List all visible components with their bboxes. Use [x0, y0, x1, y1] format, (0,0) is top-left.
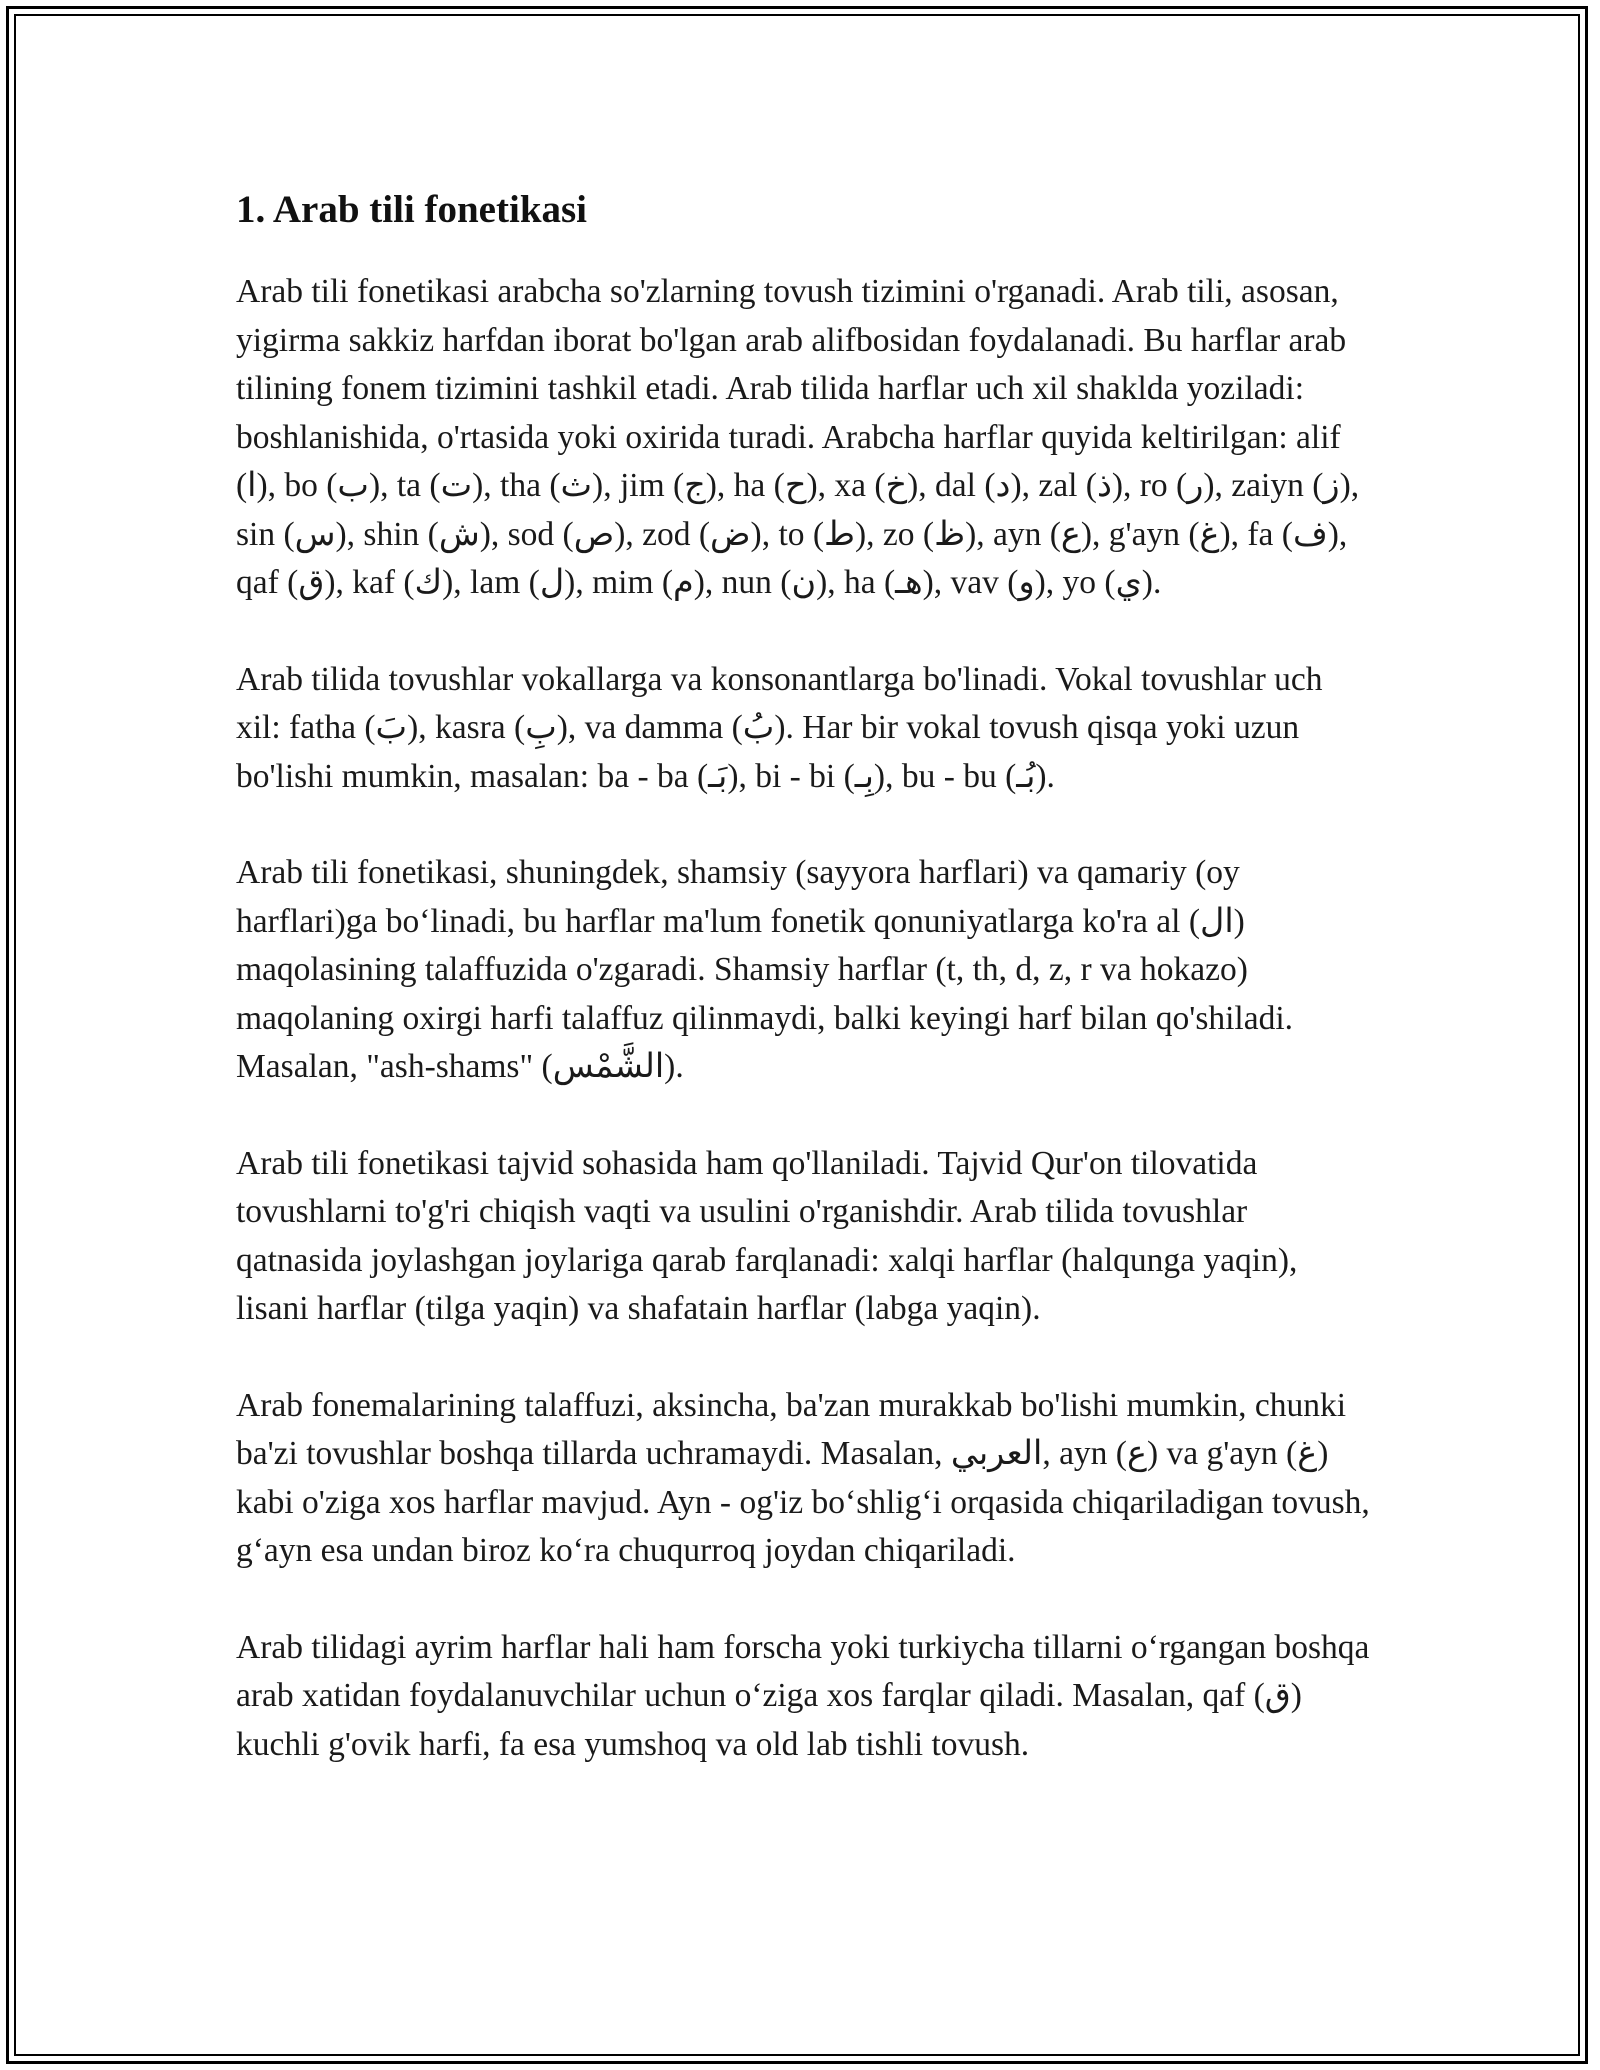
section-heading: 1. Arab tili fonetikasi: [236, 188, 588, 231]
paragraph-pronunciation: Arab fonemalarining talaffuzi, aksincha, ba'zan murakkab bo'lishi mumkin, chunki ba'zi tovushlar boshqa tillarda uchramaydi. Masalan, العربي, ayn (ع) va g'ayn (غ) kabi o'ziga xos harflar mavjud. Ayn - og'iz bo‘shlig‘i orqasida chiqariladigan tovush, g‘ayn esa undan biroz ko‘ra chuqurroq joydan chiqariladi.: [236, 1386, 1370, 1569]
paragraph-alphabet: Arab tili fonetikasi arabcha so'zlarning tovush tizimini o'rganadi. Arab tili, asosan, yigirma sakkiz harfdan iborat bo'lgan arab alifbosidan foydalanadi. Bu harflar arab tilining fonem tizimini tashkil etadi. Arab tilida harflar uch xil shaklda yoziladi: boshlanishida, o'rtasida yoki oxirida turadi. Arabcha harflar quyida keltirilgan: alif (ا), bo (ب), ta (ت), tha (ث), jim (ج), ha (ح), xa (خ), dal (د), zal (ذ), ro (ر), zaiyn (ز), sin (س), shin (ش), sod (ص), zod (ض), to (ط), zo (ظ), ayn (ع), g'ayn (غ), fa (ف), qaf (ق), kaf (ك), lam (ل), mim (م), nun (ن), ha (هـ), vav (و), yo (ي).: [236, 273, 1360, 601]
document-body: [236, 186, 1372, 1817]
paragraph-sun-moon-letters: Arab tili fonetikasi, shuningdek, shamsiy (sayyora harflari) va qamariy (oy harflari)ga bo‘linadi, bu harflar ma'lum fonetik qonuniyatlarga ko'ra al (ال) maqolasining talaffuzida o'zgaradi. Shamsiy harflar (t, th, d, z, r va hokazo) maqolaning oxirgi harfi talaffuz qilinmaydi, balki keyingi harf bilan qo'shiladi. Masalan, "ash-shams" (الشَّمْس).: [236, 854, 1294, 1085]
paragraph-vowels: Arab tilida tovushlar vokallarga va konsonantlarga bo'linadi. Vokal tovushlar uch xil: fatha (بَ), kasra (بِ), va damma (بُ). Har bir vokal tovush qisqa yoki uzun bo'lishi mumkin, masalan: ba - ba (بَـ), bi - bi (بِـ), bu - bu (بُـ).: [236, 660, 1323, 795]
paragraph-tajwid: Arab tili fonetikasi tajvid sohasida ham qo'llaniladi. Tajvid Qur'on tilovatida tovushlarni to'g'ri chiqish vaqti va usulini o'rganishdir. Arab tilida tovushlar qatnasida joylashgan joylariga qarab farqlanadi: xalqi harflar (halqunga yaqin), lisani harflar (tilga yaqin) va shafatain harflar (labga yaqin).: [236, 1144, 1298, 1327]
paragraph-special-letters: Arab tilidagi ayrim harflar hali ham forscha yoki turkiycha tillarni o‘rgangan boshqa arab xatidan foydalanuvchilar uchun o‘ziga xos farqlar qiladi. Masalan, qaf (ق) kuchli g'ovik harfi, fa esa yumshoq va old lab tishli tovush.: [236, 1628, 1370, 1763]
